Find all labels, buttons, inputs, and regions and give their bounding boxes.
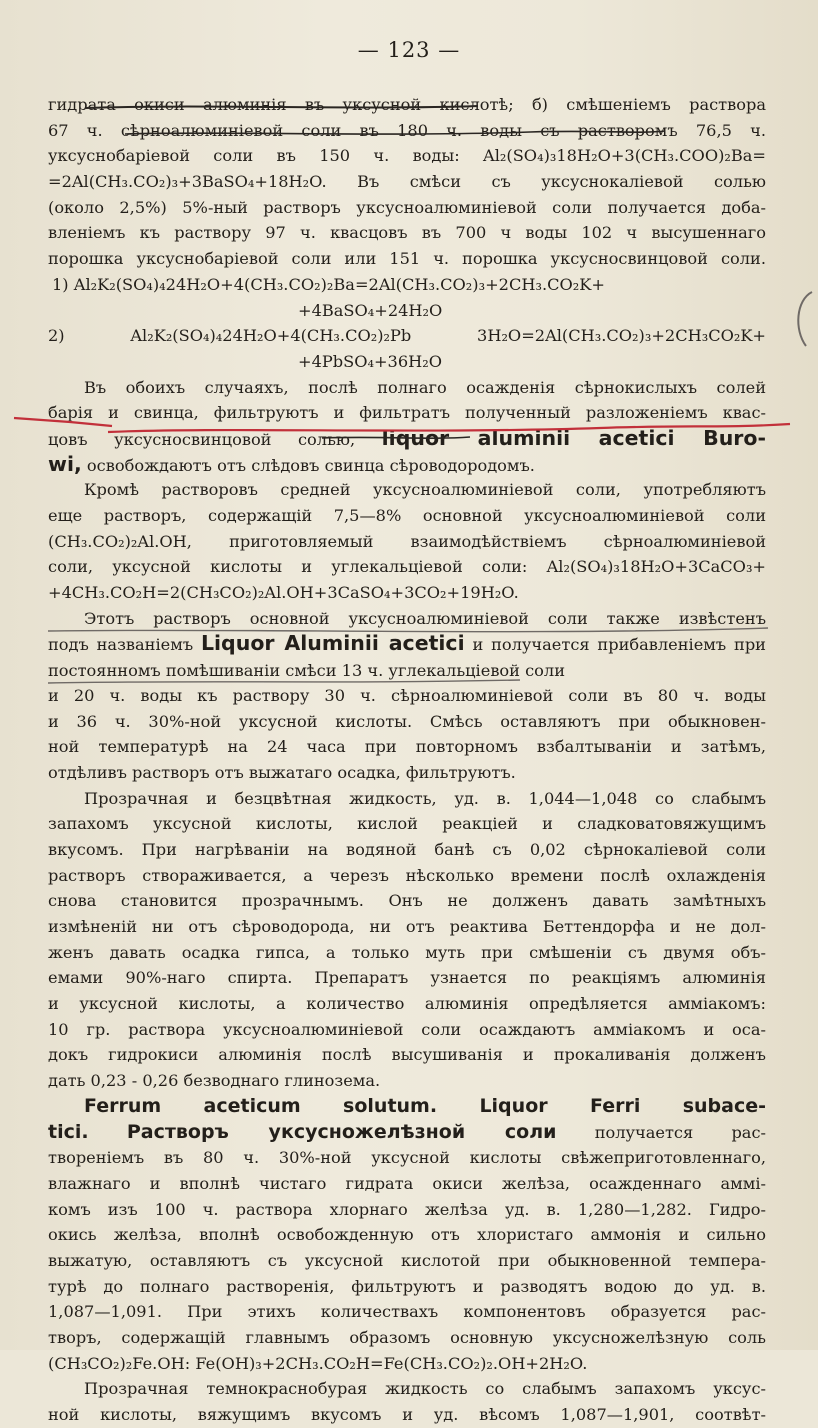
text-line: измѣненій ни отъ сѣроводорода, ни отъ реактива Беттендорфа и не дол- <box>48 917 766 937</box>
text-line: 1,087—1,091. При этихъ количествахъ компонентовъ образуется рас- <box>48 1302 766 1322</box>
text-line: женъ давать осадка гипса, а только муть при смѣшеніи съ двумя объ- <box>48 942 766 962</box>
text-line: Прозрачная темнокраснобурая жидкость со слабымъ запахомъ уксус- <box>84 1379 766 1399</box>
text-fragment: и получается прибавленіемъ при постоянномъ помѣшиваніи смѣси 13 ч. углекальціевой соли <box>48 635 766 681</box>
text-line <box>48 631 766 682</box>
text-line: вкусомъ. При нагрѣваніи на водяной банѣ съ 0,02 сѣрнокаліевой соли <box>48 839 766 859</box>
page-text <box>48 92 766 1428</box>
text-line: и 20 ч. воды къ раствору 30 ч. сѣрноалюминіевой соли въ 80 ч. воды <box>48 685 766 705</box>
equation-2-line-2: +4PbSO₄+36H₂O <box>298 351 443 371</box>
text-line: и 36 ч. 30%-ной уксусной кислоты. Смѣсь оставляютъ при обыкновен- <box>48 711 766 731</box>
section-heading-russian: Растворъ уксусножелѣзной соли <box>126 1120 557 1143</box>
text-line: порошка уксуснобаріевой соли или 151 ч. порошка уксусносвинцовой соли. <box>48 249 766 269</box>
text-line: растворъ створаживается, а черезъ нѣсколько времени послѣ охлажденія <box>48 865 766 885</box>
latin-term-burowi-end: wi, <box>48 451 82 476</box>
text-line: (CH₃CO₂)₂Fe.OH: Fe(OH)₃+2CH₃.CO₂H=Fe(CH₃.CO₂)₂.OH+2H₂O. <box>48 1353 588 1373</box>
equation-2-line-1: 2) Al₂K₂(SO₄)₄24H₂O+4(CH₃.CO₂)₂Pb 3H₂O=2Al(CH₃.CO₂)₃+2CH₃CO₂K+ <box>48 326 766 346</box>
text-line: комъ изъ 100 ч. раствора хлорнаго желѣза уд. в. 1,280—1,282. Гидро- <box>48 1199 766 1219</box>
text-line: Кромѣ растворовъ средней уксусноалюминіевой соли, употребляютъ <box>84 480 766 500</box>
text-line: дать 0,23 - 0,26 безводнаго глинозема. <box>48 1071 381 1091</box>
latin-term-liquor-aluminii: Liquor Aluminii acetici <box>200 631 465 656</box>
text-line <box>48 1120 766 1146</box>
text-line: докъ гидрокиси алюминія послѣ высушиванія и прокаливанія долженъ <box>48 1045 766 1065</box>
text-line: отдѣливъ растворъ отъ выжатаго осадка, фильтруютъ. <box>48 762 516 782</box>
text-line: еще растворъ, содержащій 7,5—8% основной уксусноалюминіевой соли <box>48 506 766 525</box>
section-heading-ferrum: Ferrum aceticum solutum. Liquor Ferri subace- <box>84 1094 766 1117</box>
text-line: барія и свинца, фильтруютъ и фильтратъ полученный разложеніемъ квас- <box>48 403 766 423</box>
text-line: гидрата окиси алюминія въ уксусной кислотѣ; б) смѣшеніемъ раствора <box>48 95 766 114</box>
latin-term-burowi: liquor aluminii acetici Buro- <box>381 425 766 450</box>
text-line: творъ, содержащій главнымъ образомъ основную уксусножелѣзную соль <box>48 1328 766 1348</box>
text-line: 67 ч. сѣрноалюминіевой соли въ 180 ч. воды съ растворомъ 76,5 ч. <box>48 120 766 140</box>
text-line <box>48 426 766 452</box>
text-line: Въ обоихъ случаяхъ, послѣ полнаго осажденія сѣрнокислыхъ солей <box>84 377 766 397</box>
text-line: влажнаго и вполнѣ чистаго гидрата окиси желѣза, осажденнаго аммі- <box>48 1173 766 1193</box>
text-line: (CH₃.CO₂)₂Al.OH, приготовляемый взаимодѣйствіемъ сѣрноалюминіевой <box>48 531 766 551</box>
text-line: запахомъ уксусной кислоты, кислой реакціей и сладковатовяжущимъ <box>48 814 766 834</box>
text-line: +4CH₃.CO₂H=2(CH₃CO₂)₂Al.OH+3CaSO₄+3CO₂+19H₂O. <box>48 583 519 603</box>
text-line: ной температурѣ на 24 часа при повторномъ взбалтываніи и затѣмъ, <box>48 737 766 757</box>
text-line: Этотъ растворъ основной уксусноалюминіевой соли также извѣстенъ <box>84 608 766 628</box>
text-line <box>48 452 766 478</box>
section-heading-ferrum-end: tici. <box>48 1120 89 1143</box>
margin-bracket-mark <box>798 292 812 346</box>
text-line: вленіемъ къ раствору 97 ч. квасцовъ въ 700 ч воды 102 ч высушеннаго <box>48 223 766 243</box>
text-line: 10 гр. раствора уксусноалюминіевой соли осаждаютъ амміакомъ и оса- <box>48 1019 766 1039</box>
text-fragment: освобождаютъ отъ слѣдовъ свинца сѣроводородомъ. <box>86 455 535 475</box>
equation-1-line-2: +4BaSO₄+24H₂O <box>298 300 443 320</box>
text-line: выжатую, оставляютъ съ уксусной кислотой при обыкновенной темпера- <box>48 1250 766 1270</box>
text-line: уксуснобаріевой соли въ 150 ч. воды: Al₂(SO₄)₃18H₂O+3(CH₃.COO)₂Ba= <box>48 146 766 166</box>
text-fragment: цовъ уксусносвинцовой солью, <box>48 429 356 449</box>
text-line: твореніемъ въ 80 ч. 30%-ной уксусной кислоты свѣжеприготовленнаго, <box>48 1148 766 1168</box>
text-line: (около 2,5%) 5%-ный растворъ уксусноалюминіевой соли получается доба- <box>48 197 766 217</box>
text-line: ной кислоты, вяжущимъ вкусомъ и уд. вѣсомъ 1,087—1,901, соотвѣт- <box>48 1405 766 1425</box>
page-number: — 123 — <box>357 38 461 62</box>
text-line: емами 90%-наго спирта. Препаратъ узнается по реакціямъ алюминія <box>48 968 766 988</box>
text-line: и уксусной кислоты, а количество алюминія опредѣляется амміакомъ: <box>48 994 766 1014</box>
equation-1-line-1: 1) Al₂K₂(SO₄)₄24H₂O+4(CH₃.CO₂)₂Ba=2Al(CH₃.CO₂)₃+2CH₃.CO₂K+ <box>52 274 605 294</box>
text-fragment: получается рас- <box>594 1122 766 1142</box>
text-line: соли, уксусной кислоты и углекальціевой соли: Al₂(SO₄)₃18H₂O+3CaCO₃+ <box>48 557 766 577</box>
text-line: окись желѣза, вполнѣ освобожденную отъ хлористаго аммонія и сильно <box>48 1225 766 1245</box>
text-fragment: подъ названіемъ <box>48 635 194 655</box>
text-line: турѣ до полнаго растворенія, фильтруютъ и разводятъ водою до уд. в. <box>48 1276 766 1296</box>
text-line: Прозрачная и безцвѣтная жидкость, уд. в. 1,044—1,048 со слабымъ <box>84 788 766 808</box>
text-line: снова становится прозрачнымъ. Онъ не долженъ давать замѣтныхъ <box>48 891 766 911</box>
text-line: =2Al(CH₃.CO₂)₃+3BaSO₄+18H₂O. Въ смѣси съ уксуснокаліевой солью <box>48 172 766 192</box>
